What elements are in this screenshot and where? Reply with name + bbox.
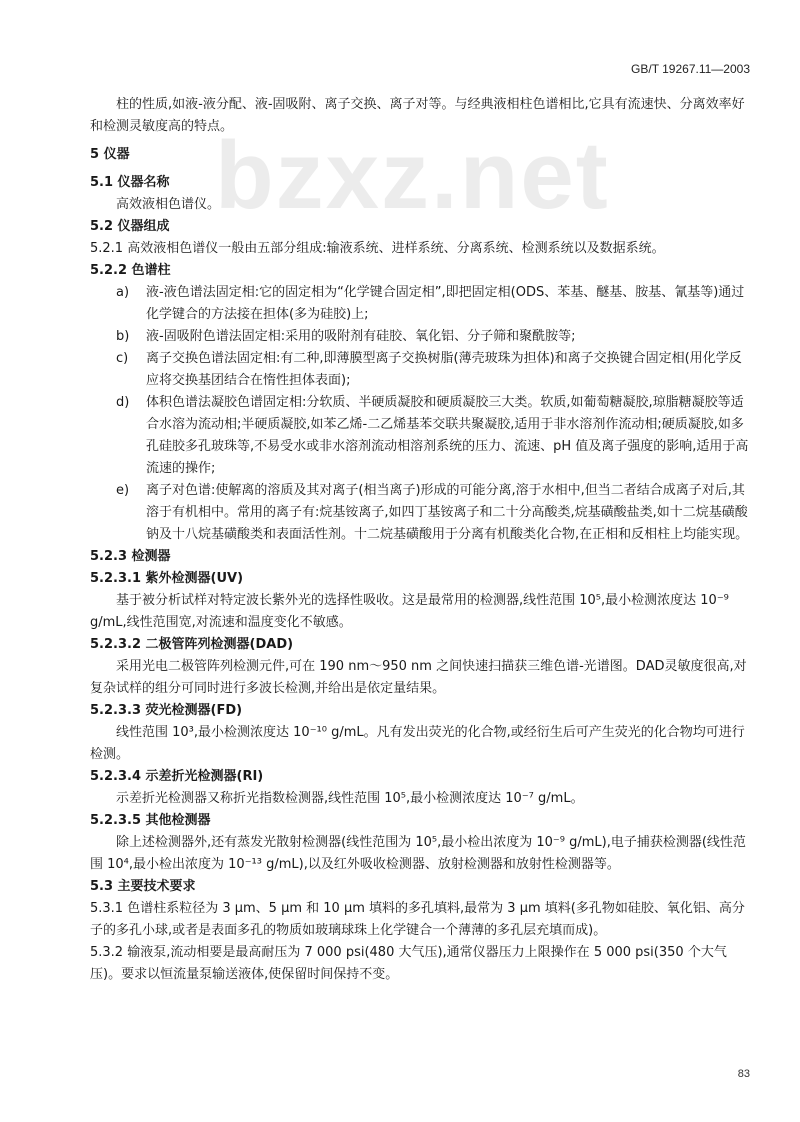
section-5-2-2-title: 5.2.2 色谱柱: [90, 263, 171, 278]
list-marker: c): [116, 351, 129, 366]
section-5-2-3-2-text: 采用光电二极管阵列检测元件,可在 190 nm～950 nm 之间快速扫描获三维色谱-光谱图。DAD灵敏度很高,对复杂试样的组分可同时进行多波长检测,并给出是依定量结果。: [90, 659, 747, 696]
standard-number: GB/T 19267.11—2003: [631, 62, 750, 76]
section-5-2-3-2-title: 5.2.3.2 二极管阵列检测器(DAD): [90, 637, 294, 652]
list-text: 液-固吸附色谱法固定相:采用的吸附剂有硅胶、氧化铝、分子筛和聚酰胺等;: [146, 329, 576, 344]
page-number: 83: [737, 1068, 750, 1080]
section-5-2-3-4-text: 示差折光检测器又称折光指数检测器,线性范围 10⁵,最小检测浓度达 10⁻⁷ g/mL。: [116, 791, 584, 806]
section-5-1-title: 5.1 仪器名称: [90, 175, 170, 190]
section-5-2-3-title: 5.2.3 检测器: [90, 549, 171, 564]
section-5-3-1: 5.3.1 色谱柱系粒径为 3 μm、5 μm 和 10 μm 填料的多孔填料,最常为 3 μm 填料(多孔物如硅胶、氧化铝、高分子的多孔小球,或者是表面多孔的物质如玻璃球珠上化学键合一个薄薄的多孔层充填而成)。: [90, 901, 745, 938]
list-item-b: [116, 326, 750, 348]
section-5-1-text: 高效液相色谱仪。: [116, 197, 221, 212]
section-5-2-3-3-title: 5.2.3.3 荧光检测器(FD): [90, 703, 243, 718]
section-5-2-title: 5.2 仪器组成: [90, 219, 170, 234]
intro-paragraph: 柱的性质,如液-液分配、液-固吸附、离子交换、离子对等。与经典液相柱色谱相比,它具有流速快、分离效率好和检测灵敏度高的特点。: [90, 97, 745, 134]
list-marker: a): [116, 285, 130, 300]
list-text: 离子对色谱:使解离的溶质及其对离子(相当离子)形成的可能分离,溶于水相中,但当二者结合成离子对后,其溶于有机相中。常用的离子有:烷基铵离子,如四丁基铵离子和二十分高酸类,烷基磺酸盐类,如十二烷基磺酸钠及十八烷基磺酸类和表面活性剂。十二烷基磺酸用于分离有机酸类化合物,在正相和反相柱上均能实现。: [146, 483, 749, 542]
section-5-title: 5 仪器: [90, 147, 130, 162]
watermark: bzxz.net: [215, 122, 610, 229]
section-5-2-3-1-title: 5.2.3.1 紫外检测器(UV): [90, 571, 244, 586]
list-text: 液-液色谱法固定相:它的固定相为“化学键合固定相”,即把固定相(ODS、苯基、醚基、胺基、氰基等)通过化学键合的方法接在担体(多为硅胶)上;: [146, 285, 745, 322]
section-5-3-title: 5.3 主要技术要求: [90, 879, 196, 894]
list-marker: b): [116, 329, 130, 344]
list-text: 离子交换色谱法固定相:有二种,即薄膜型离子交换树脂(薄壳玻珠为担体)和离子交换键合固定相(用化学反应将交换基团结合在惰性担体表面);: [146, 351, 742, 388]
list-text: 体积色谱法凝胶色谱固定相:分软质、半硬质凝胶和硬质凝胶三大类。软质,如葡萄糖凝胶,琼脂糖凝胶等适合水溶为流动相;半硬质凝胶,如苯乙烯-二乙烯基苯交联共聚凝胶,适用于非水溶剂作流动相;硬质凝胶,如多孔硅胶多孔玻珠等,不易受水或非水溶剂流动相溶剂系统的压力、流速、pH 值及离子强度的影响,适用于高流速的操作;: [146, 395, 749, 476]
section-5-2-3-3-text: 线性范围 10³,最小检测浓度达 10⁻¹⁰ g/mL。凡有发出荧光的化合物,或经衍生后可产生荧光的化合物均可进行检测。: [90, 725, 745, 762]
list-item-a: [116, 282, 750, 326]
list-marker: e): [116, 483, 130, 498]
list-item-c: [116, 348, 750, 392]
section-5-2-3-4-title: 5.2.3.4 示差折光检测器(RI): [90, 769, 264, 784]
list-marker: d): [116, 395, 130, 410]
section-5-2-3-5-text: 除上述检测器外,还有蒸发光散射检测器(线性范围为 10⁵,最小检出浓度为 10⁻⁹ g/mL),电子捕获检测器(线性范围 10⁴,最小检出浓度为 10⁻¹³ g/mL),以及红外吸收检测器、放射检测器和放射性检测器等。: [90, 835, 746, 872]
section-5-2-3-1-text: 基于被分析试样对特定波长紫外光的选择性吸收。这是最常用的检测器,线性范围 10⁵,最小检测浓度达 10⁻⁹ g/mL,线性范围宽,对流速和温度变化不敏感。: [90, 593, 729, 630]
document-body: [90, 94, 750, 986]
list-item-e: [116, 480, 750, 546]
list-item-d: [116, 392, 750, 480]
section-5-3-2: 5.3.2 输液泵,流动相要是最高耐压为 7 000 psi(480 大气压),通常仪器压力上限操作在 5 000 psi(350 个大气压)。要求以恒流量泵输送液体,使保留时间保持不变。: [90, 945, 727, 982]
section-5-2-3-5-title: 5.2.3.5 其他检测器: [90, 813, 211, 828]
section-5-2-1: 5.2.1 高效液相色谱仪一般由五部分组成:输液系统、进样系统、分离系统、检测系统以及数据系统。: [90, 241, 665, 256]
